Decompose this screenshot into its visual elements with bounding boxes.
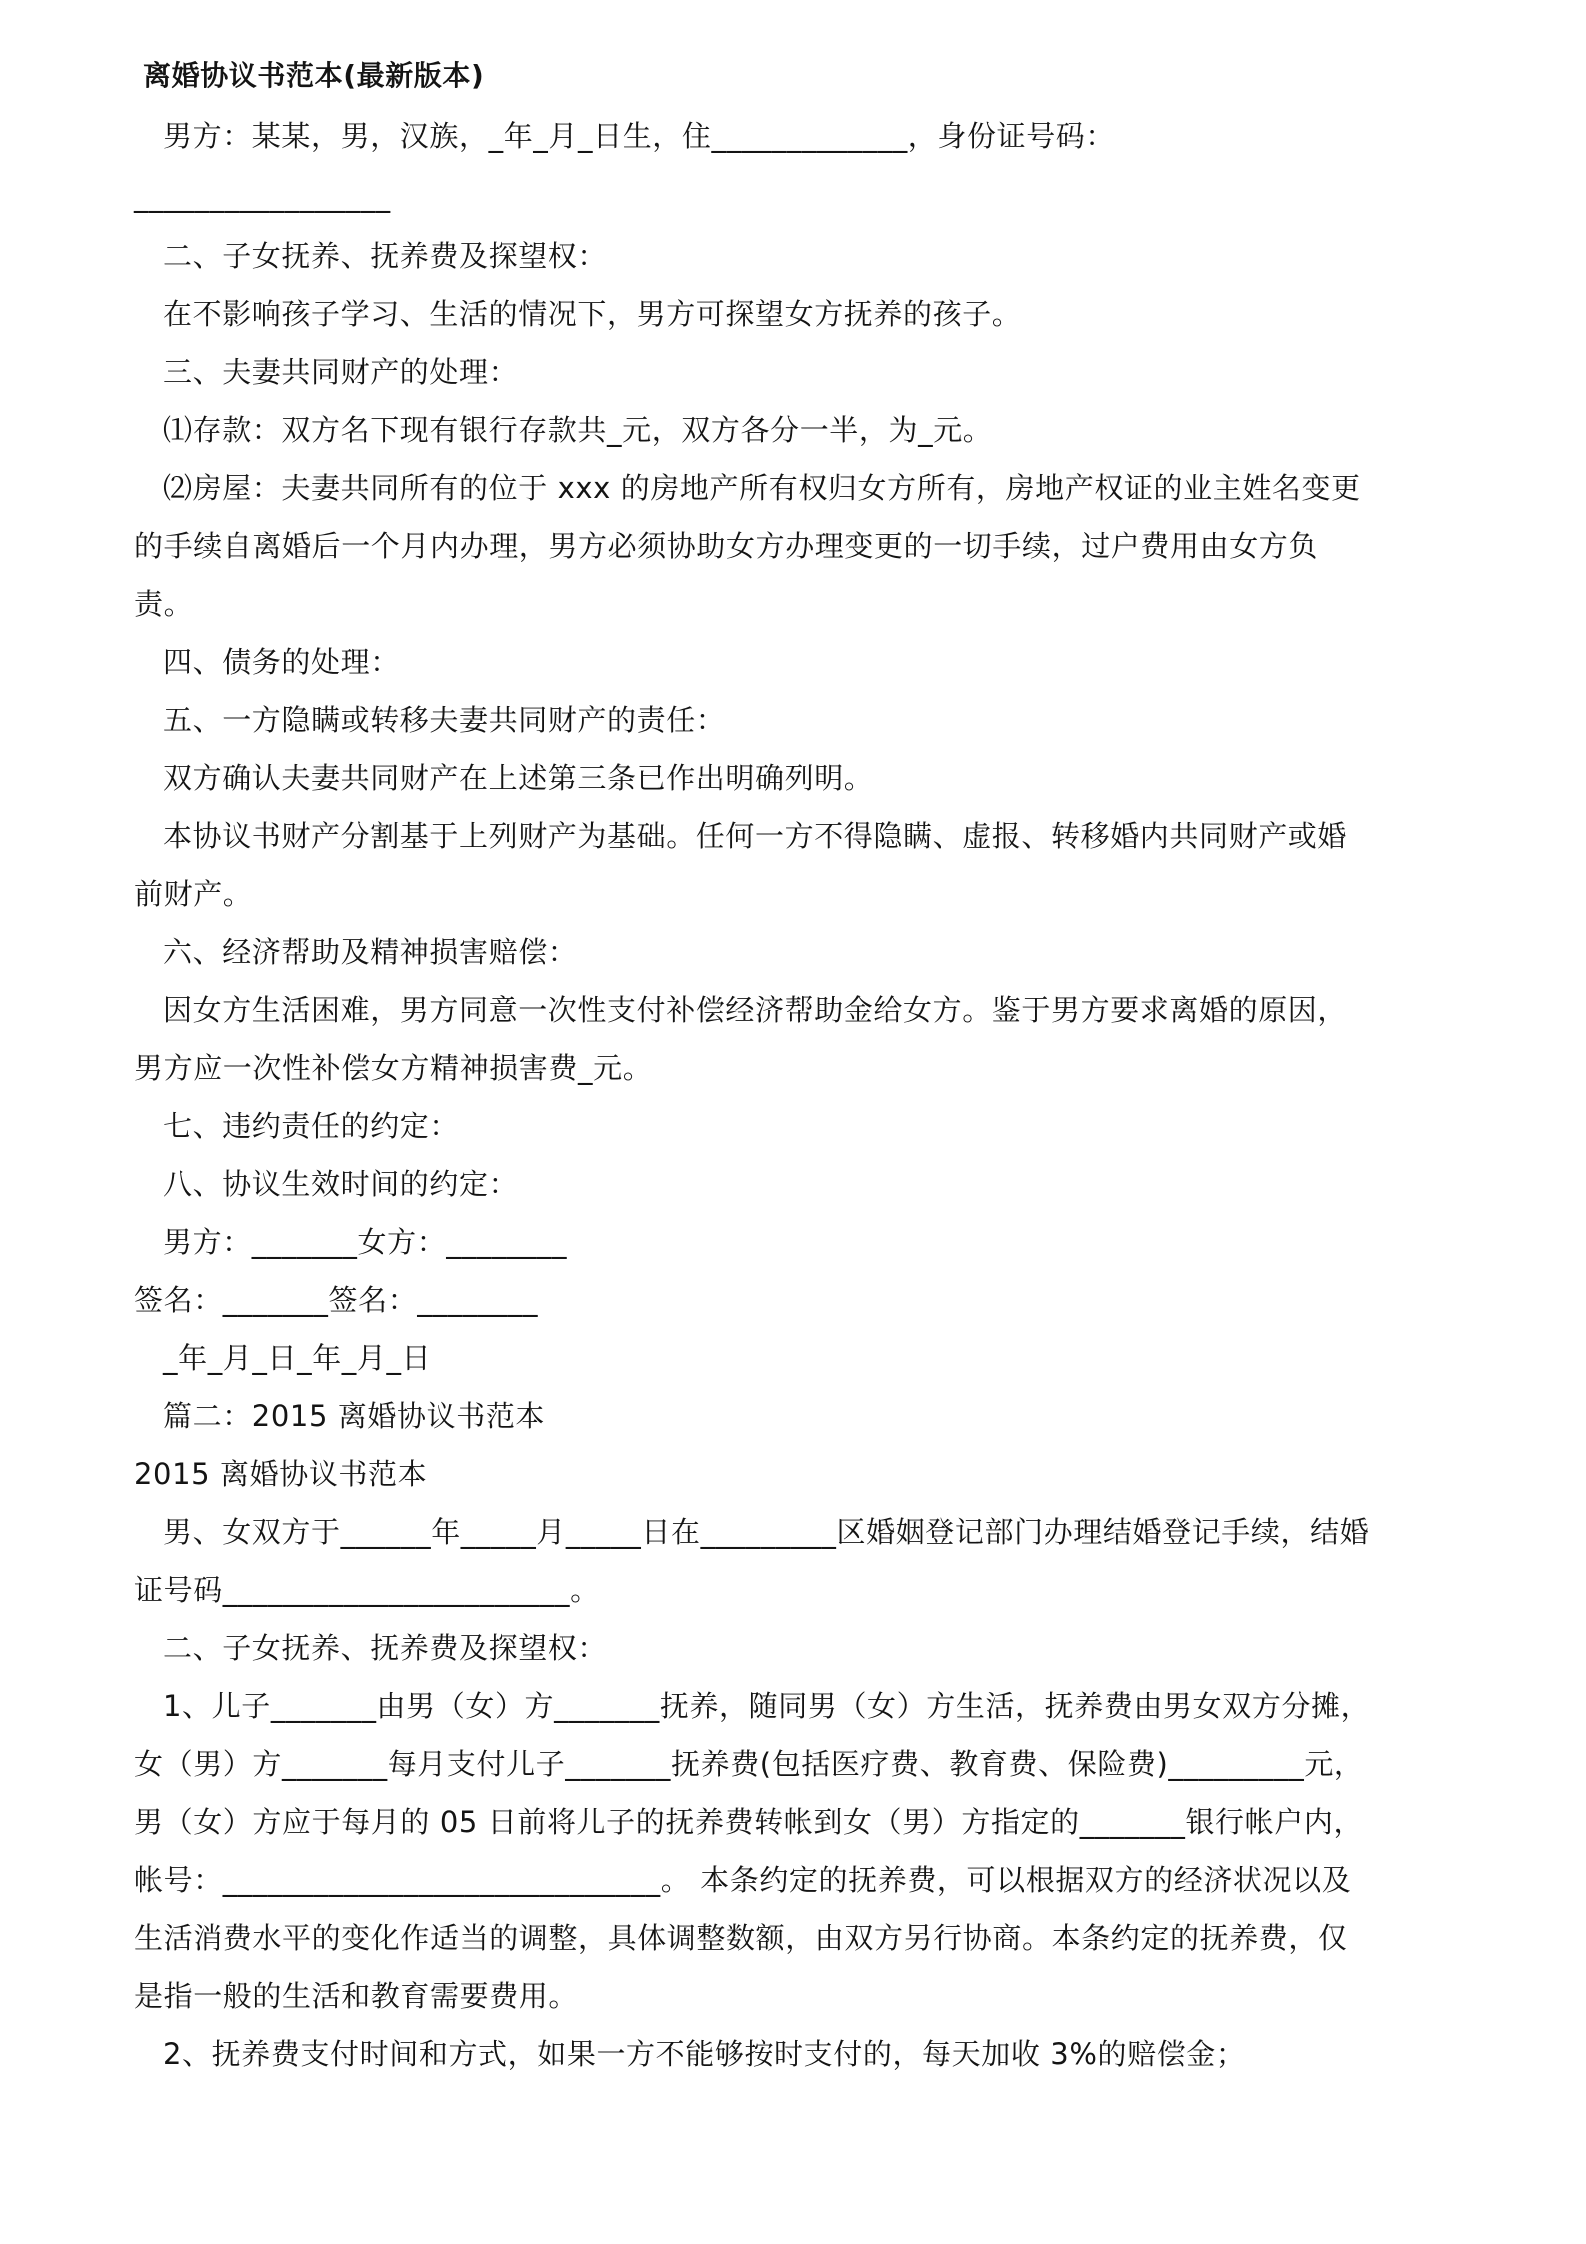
paragraph-line: 男（女）方应于每月的 05 日前将儿子的抚养费转帐到女（男）方指定的_______银行帐户内，: [134, 1805, 1364, 1839]
signature-line: 签名：_______签名：________: [134, 1283, 539, 1317]
paragraph-line: ⑵房屋：夫妻共同所有的位于 xxx 的房地产所有权归女方所有，房地产权证的业主姓名变更: [163, 471, 1361, 505]
section-heading: 篇二：2015 离婚协议书范本: [163, 1399, 546, 1433]
section-heading: 四、债务的处理：: [163, 645, 400, 679]
signature-line: 男方：_______女方：________: [163, 1225, 568, 1259]
paragraph-line: ⑴存款：双方名下现有银行存款共_元，双方各分一半，为_元。: [163, 413, 993, 447]
section-heading: 二、子女抚养、抚养费及探望权：: [163, 1631, 608, 1665]
paragraph-line: _________________: [134, 179, 391, 213]
paragraph-line: 责。: [134, 587, 194, 621]
section-heading: 六、经济帮助及精神损害赔偿：: [163, 935, 578, 969]
paragraph-line: 本协议书财产分割基于上列财产为基础。任何一方不得隐瞒、虚报、转移婚内共同财产或婚: [163, 819, 1348, 853]
section-heading: 二、子女抚养、抚养费及探望权：: [163, 239, 608, 273]
section-heading: 八、协议生效时间的约定：: [163, 1167, 519, 1201]
paragraph-line: 帐号：_____________________________。 本条约定的抚养费，可以根据双方的经济状况以及: [134, 1863, 1352, 1897]
section-heading: 五、一方隐瞒或转移夫妻共同财产的责任：: [163, 703, 726, 737]
subtitle: 2015 离婚协议书范本: [134, 1457, 428, 1491]
paragraph-line: 生活消费水平的变化作适当的调整，具体调整数额，由双方另行协商。本条约定的抚养费，仅: [134, 1921, 1348, 1955]
section-heading: 三、夫妻共同财产的处理：: [163, 355, 519, 389]
paragraph-line: 的手续自离婚后一个月内办理，男方必须协助女方办理变更的一切手续，过户费用由女方负: [134, 529, 1319, 563]
section-heading: 七、违约责任的约定：: [163, 1109, 460, 1143]
date-line: _年_月_日_年_月_日: [163, 1341, 432, 1375]
paragraph-line: 证号码_______________________。: [134, 1573, 600, 1607]
paragraph-line: 前财产。: [134, 877, 253, 911]
paragraph-line: 在不影响孩子学习、生活的情况下，男方可探望女方抚养的孩子。: [163, 297, 1022, 331]
paragraph-line: 女（男）方_______每月支付儿子_______抚养费(包括医疗费、教育费、保险费)_________元，: [134, 1747, 1364, 1781]
paragraph-line: 男方应一次性补偿女方精神损害费_元。: [134, 1051, 653, 1085]
paragraph-line: 2、抚养费支付时间和方式，如果一方不能够按时支付的，每天加收 3%的赔偿金；: [163, 2037, 1246, 2071]
paragraph-line: 男、女双方于______年_____月_____日在_________区婚姻登记部门办理结婚登记手续，结婚: [163, 1515, 1370, 1549]
paragraph-line: 是指一般的生活和教育需要费用。: [134, 1979, 579, 2013]
paragraph-line: 因女方生活困难，男方同意一次性支付补偿经济帮助金给女方。鉴于男方要求离婚的原因，: [163, 993, 1348, 1027]
paragraph-line: 1、儿子_______由男（女）方_______抚养，随同男（女）方生活，抚养费由男女双方分摊，: [163, 1689, 1371, 1723]
document-title: 离婚协议书范本(最新版本): [143, 59, 485, 92]
paragraph-line: 双方确认夫妻共同财产在上述第三条已作出明确列明。: [163, 761, 874, 795]
paragraph-line: 男方：某某，男，汉族，_年_月_日生，住_____________，身份证号码：: [163, 119, 1116, 153]
